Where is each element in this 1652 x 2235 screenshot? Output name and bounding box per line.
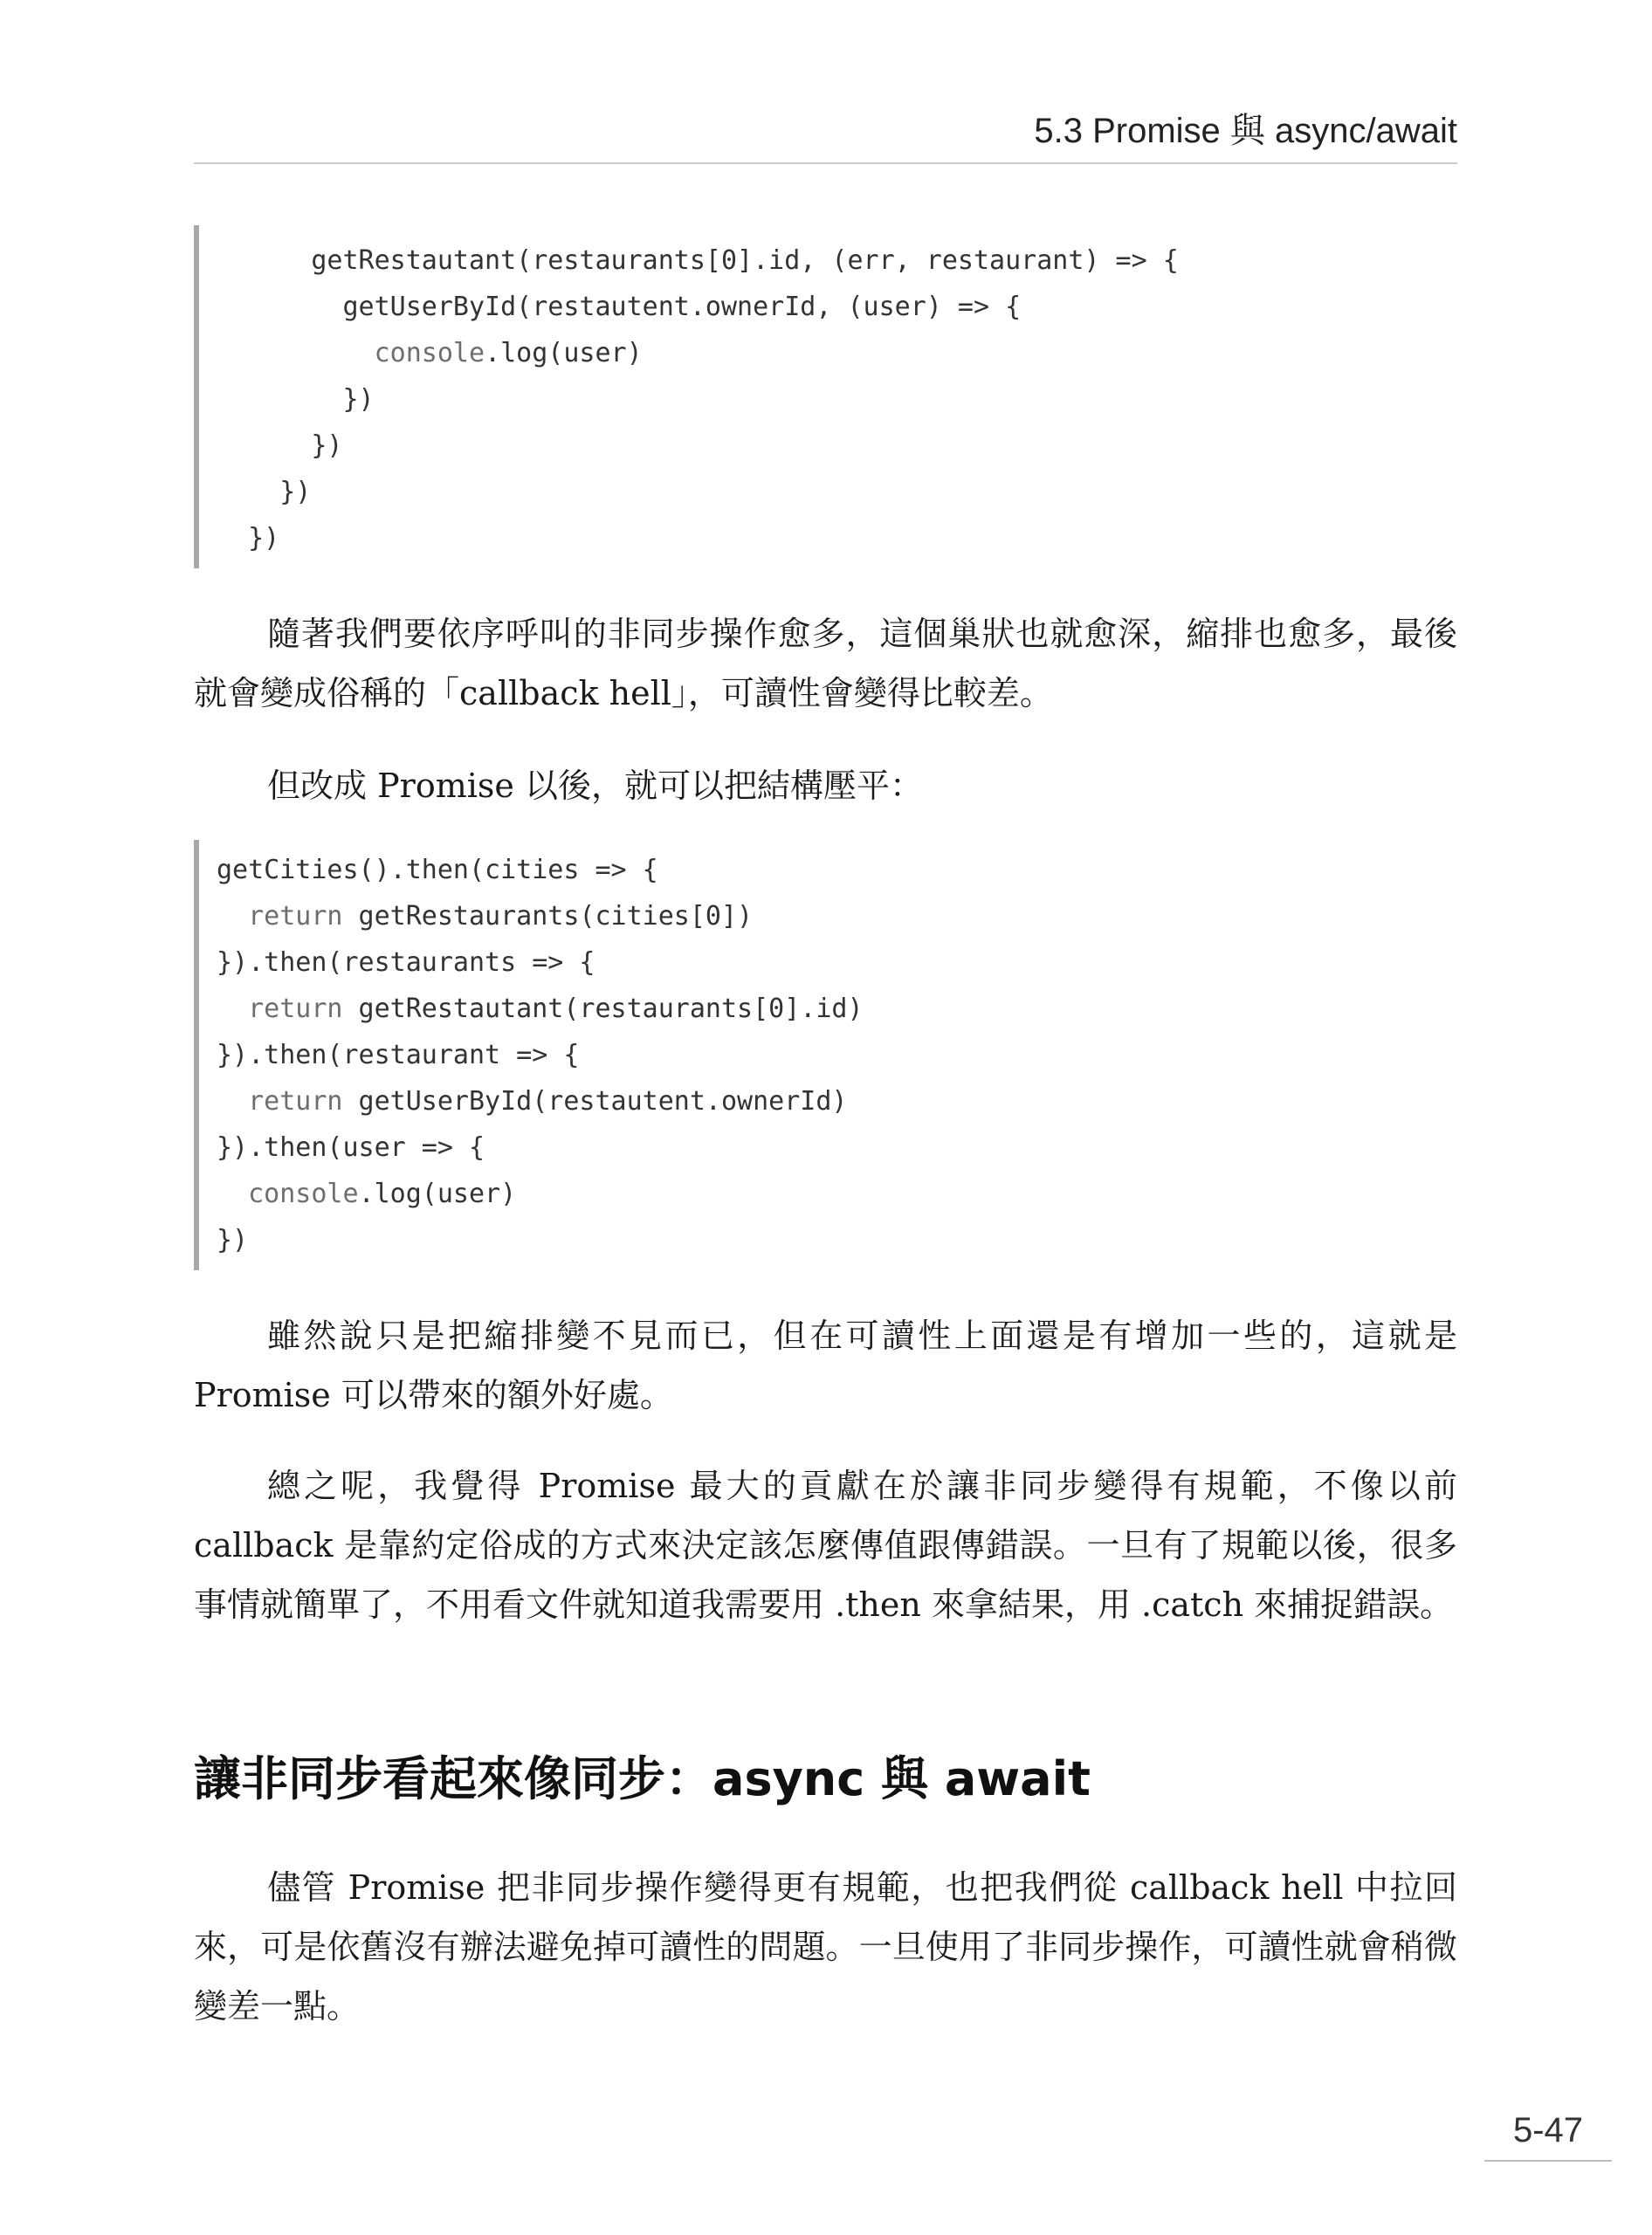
paragraph-promise-intro: 但改成 Promise 以後，就可以把結構壓平： <box>267 767 923 805</box>
code-text: }) <box>217 1225 249 1255</box>
code-text: .log(user) <box>485 338 643 368</box>
code-keyword: return <box>248 1086 343 1117</box>
code-text: }).then(restaurants => { <box>217 947 595 978</box>
paragraph-promise-summary: 總之呢，我覺得 Promise 最大的貢獻在於讓非同步變得有規範，不像以前 callback 是靠約定俗成的方式來決定該怎麼傳值跟傳錯誤。一旦有了規範以後，很多事情就簡單了，不用看文件就知道我需要用 .then 來拿結果，用 .catch 來捕捉錯誤。 <box>194 1467 1457 1624</box>
code-line <box>217 1124 1457 1171</box>
code-keyword: return <box>248 994 343 1024</box>
code-keyword: return <box>248 901 343 932</box>
code-line <box>217 423 1457 469</box>
code-line <box>217 847 1457 893</box>
code-text: getRestaurants(cities[0]) <box>342 901 754 932</box>
code-line <box>217 330 1457 376</box>
code-text: getCities().then(cities => { <box>217 855 658 885</box>
code-line <box>217 284 1457 330</box>
paragraph-callback-hell: 隨著我們要依序呼叫的非同步操作愈多，這個巢狀也就愈深，縮排也愈多，最後就會變成俗稱的「callback hell」，可讀性會變得比較差。 <box>194 615 1457 712</box>
code-keyword: console <box>374 338 485 368</box>
code-line <box>217 237 1457 284</box>
code-text: getUserById(restautent.ownerId, (user) => { <box>342 292 1022 322</box>
code-line <box>217 986 1457 1032</box>
code-text: getUserById(restautent.ownerId) <box>342 1086 848 1117</box>
code-line <box>217 515 1457 561</box>
paragraph-async-intro: 儘管 Promise 把非同步操作變得更有規範，也把我們從 callback hell 中拉回來，可是依舊沒有辦法避免掉可讀性的問題。一旦使用了非同步操作，可讀性就會稍微變差一點。 <box>194 1868 1457 2025</box>
code-text: }) <box>279 477 312 507</box>
section-heading: 讓非同步看起來像同步：async 與 await <box>194 1751 1091 1806</box>
code-line <box>217 1171 1457 1217</box>
code-text: }).then(restaurant => { <box>217 1040 580 1070</box>
page-number: 5-47 <box>1484 2104 1612 2162</box>
code-line <box>217 939 1457 986</box>
code-keyword: console <box>248 1179 359 1209</box>
code-line <box>217 893 1457 939</box>
code-line <box>217 1217 1457 1263</box>
running-header-title: 5.3 Promise 與 async/await <box>1034 112 1457 150</box>
code-text: }) <box>342 384 375 415</box>
code-text: getRestautant(restaurants[0].id, (err, restaurant) => { <box>311 245 1179 276</box>
code-text: }).then(user => { <box>217 1132 485 1163</box>
code-text: getRestautant(restaurants[0].id) <box>342 994 864 1024</box>
paragraph-promise-benefit: 雖然說只是把縮排變不見而已，但在可讀性上面還是有增加一些的，這就是 Promise 可以帶來的額外好處。 <box>194 1317 1457 1414</box>
code-block-callback-hell <box>194 225 1457 568</box>
code-text: .log(user) <box>358 1179 517 1209</box>
code-block-promise-chain <box>194 840 1457 1270</box>
code-text: }) <box>311 430 343 461</box>
code-line <box>217 469 1457 515</box>
code-line <box>217 1078 1457 1124</box>
running-header <box>194 105 1457 164</box>
code-text: }) <box>248 523 280 554</box>
code-line <box>217 376 1457 423</box>
code-line <box>217 1032 1457 1078</box>
